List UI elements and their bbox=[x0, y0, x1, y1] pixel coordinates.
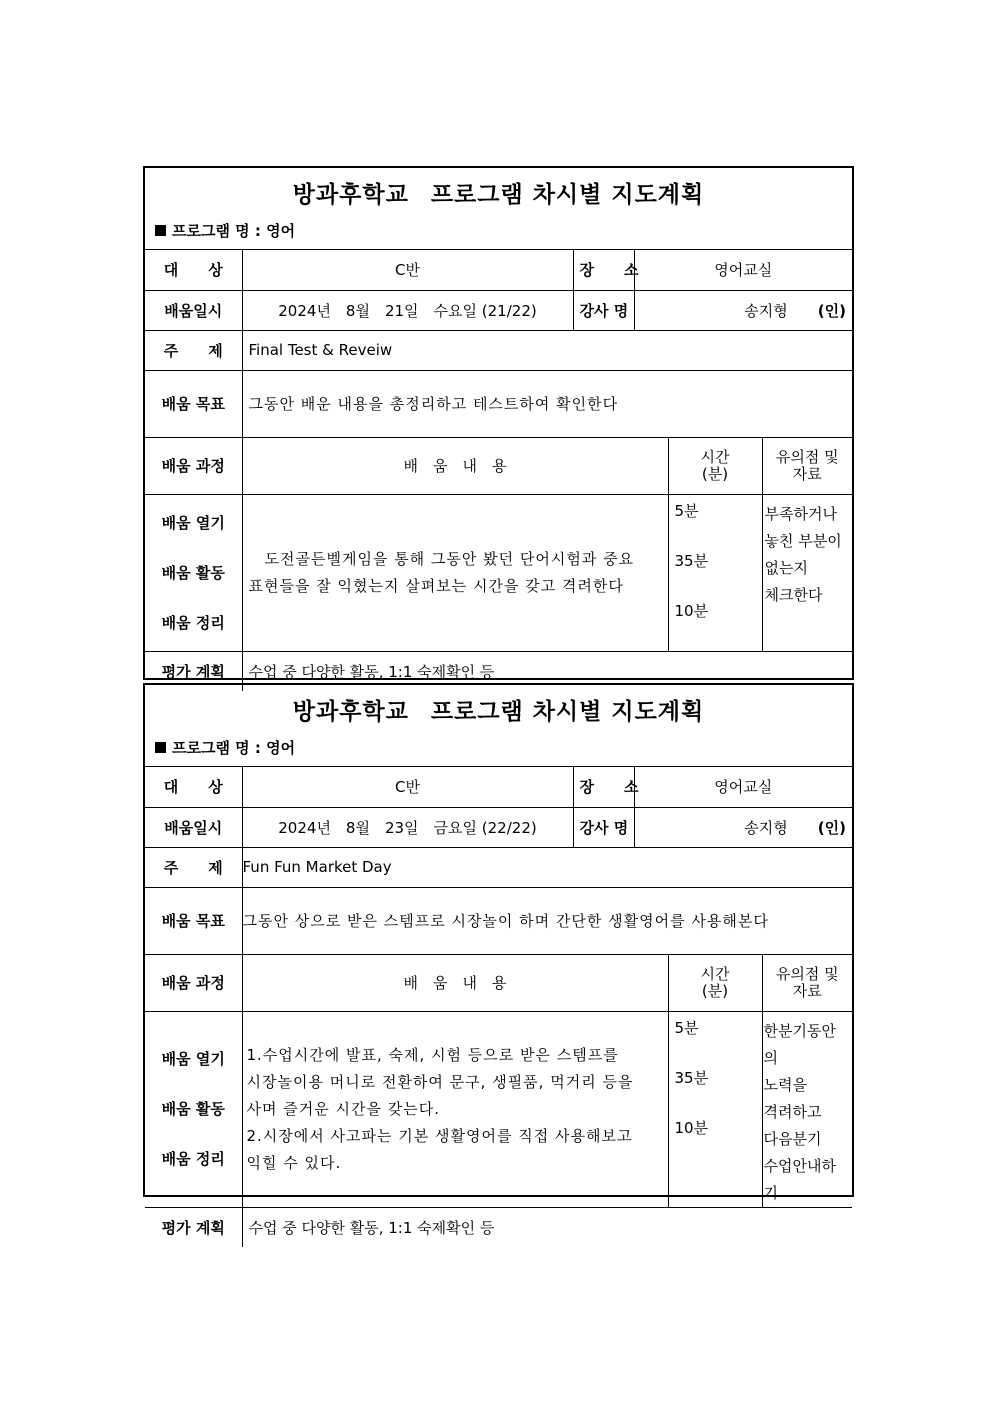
teacher-label: 강사 명 bbox=[573, 807, 634, 847]
time-header: 시간 (분) bbox=[668, 437, 762, 494]
goal-value: 그동안 상으로 받은 스템프로 시장놀이 하며 간단한 생활영어를 사용해본다 bbox=[242, 887, 852, 954]
seal-mark: (인) bbox=[817, 818, 846, 837]
place-label: 장 소 bbox=[573, 250, 634, 290]
place-value: 영어교실 bbox=[634, 250, 852, 290]
date-label: 배움일시 bbox=[145, 807, 242, 847]
notes: 한분기동안의 노력을 격려하고 다음분기 수업안내하기 bbox=[762, 1011, 852, 1207]
step-time: 5분 bbox=[674, 501, 699, 520]
step-time: 10분 bbox=[674, 1118, 709, 1137]
step-label: 배움 정리 bbox=[161, 1150, 225, 1168]
plan-title: 방과후학교 프로그램 차시별 지도계획 bbox=[292, 181, 705, 208]
step-label: 배움 열기 bbox=[161, 1050, 225, 1068]
step-label: 배움 열기 bbox=[161, 513, 225, 532]
teacher-label: 강사 명 bbox=[573, 290, 634, 330]
program-name: 프로그램 명 : 영어 bbox=[155, 220, 295, 241]
place-label: 장 소 bbox=[573, 767, 634, 807]
goal-label: 배움 목표 bbox=[145, 370, 242, 437]
target-value: C반 bbox=[242, 250, 573, 290]
date-value: 2024년 8월 23일 금요일 (22/22) bbox=[242, 807, 573, 847]
step-time: 35분 bbox=[674, 551, 709, 570]
step-times bbox=[668, 1011, 762, 1207]
step-label: 배움 정리 bbox=[161, 613, 225, 632]
seal-mark: (인) bbox=[817, 301, 846, 320]
topic-value: Final Test & Reveiw bbox=[242, 330, 852, 370]
square-bullet-icon bbox=[155, 742, 166, 753]
lesson-plan-1 bbox=[143, 166, 854, 680]
time-header: 시간 (분) bbox=[668, 954, 762, 1011]
teacher-value: 송지형 (인) bbox=[634, 807, 852, 847]
plan-header bbox=[145, 685, 852, 767]
target-label: 대 상 bbox=[145, 767, 242, 807]
topic-label: 주 제 bbox=[145, 847, 242, 887]
step-label: 배움 활동 bbox=[161, 563, 225, 582]
target-value: C반 bbox=[242, 767, 573, 807]
place-value: 영어교실 bbox=[634, 767, 852, 807]
step-labels bbox=[145, 1011, 242, 1207]
process-label: 배움 과정 bbox=[145, 437, 242, 494]
topic-value: Fun Fun Market Day bbox=[242, 847, 852, 887]
step-time: 10분 bbox=[674, 601, 709, 620]
content-header: 배 움 내 용 bbox=[242, 437, 668, 494]
date-label: 배움일시 bbox=[145, 290, 242, 330]
step-label: 배움 활동 bbox=[161, 1100, 225, 1118]
note-header: 유의점 및 자료 bbox=[762, 437, 852, 494]
program-name: 프로그램 명 : 영어 bbox=[155, 737, 295, 758]
eval-value: 수업 중 다양한 활동, 1:1 숙제확인 등 bbox=[242, 651, 852, 691]
process-label: 배움 과정 bbox=[145, 954, 242, 1011]
process-content: 1.수업시간에 발표, 숙제, 시험 등으로 받은 스템프를 시장놀이용 머니로 전환하여 문구, 생필품, 먹거리 등을 사며 즐거운 시간을 갖는다. 2.시장에서 사고파는 기본 생활영어를 직접 사용해보고 익힐 수 있다. bbox=[242, 1011, 668, 1207]
eval-label: 평가 계획 bbox=[145, 1207, 242, 1247]
step-time: 35분 bbox=[674, 1068, 709, 1087]
content-header: 배 움 내 용 bbox=[242, 954, 668, 1011]
step-times bbox=[668, 494, 762, 651]
notes: 부족하거나 놓친 부분이 없는지 체크한다 bbox=[762, 494, 852, 651]
plan-table bbox=[145, 767, 852, 1247]
date-value: 2024년 8월 21일 수요일 (21/22) bbox=[242, 290, 573, 330]
step-labels bbox=[145, 494, 242, 651]
plan-header bbox=[145, 168, 852, 250]
eval-label: 평가 계획 bbox=[145, 651, 242, 691]
teacher-value: 송지형 (인) bbox=[634, 290, 852, 330]
plan-table bbox=[145, 250, 852, 691]
process-content: 도전골든벨게임을 통해 그동안 봤던 단어시험과 중요 표현들을 잘 익혔는지 살펴보는 시간을 갖고 격려한다 bbox=[242, 494, 668, 651]
eval-value: 수업 중 다양한 활동, 1:1 숙제확인 등 bbox=[242, 1207, 852, 1247]
note-header: 유의점 및 자료 bbox=[762, 954, 852, 1011]
target-label: 대 상 bbox=[145, 250, 242, 290]
step-time: 5분 bbox=[674, 1018, 699, 1037]
square-bullet-icon bbox=[155, 225, 166, 236]
plan-title: 방과후학교 프로그램 차시별 지도계획 bbox=[292, 698, 705, 725]
topic-label: 주 제 bbox=[145, 330, 242, 370]
goal-value: 그동안 배운 내용을 총정리하고 테스트하여 확인한다 bbox=[242, 370, 852, 437]
goal-label: 배움 목표 bbox=[145, 887, 242, 954]
lesson-plan-2 bbox=[143, 683, 854, 1237]
